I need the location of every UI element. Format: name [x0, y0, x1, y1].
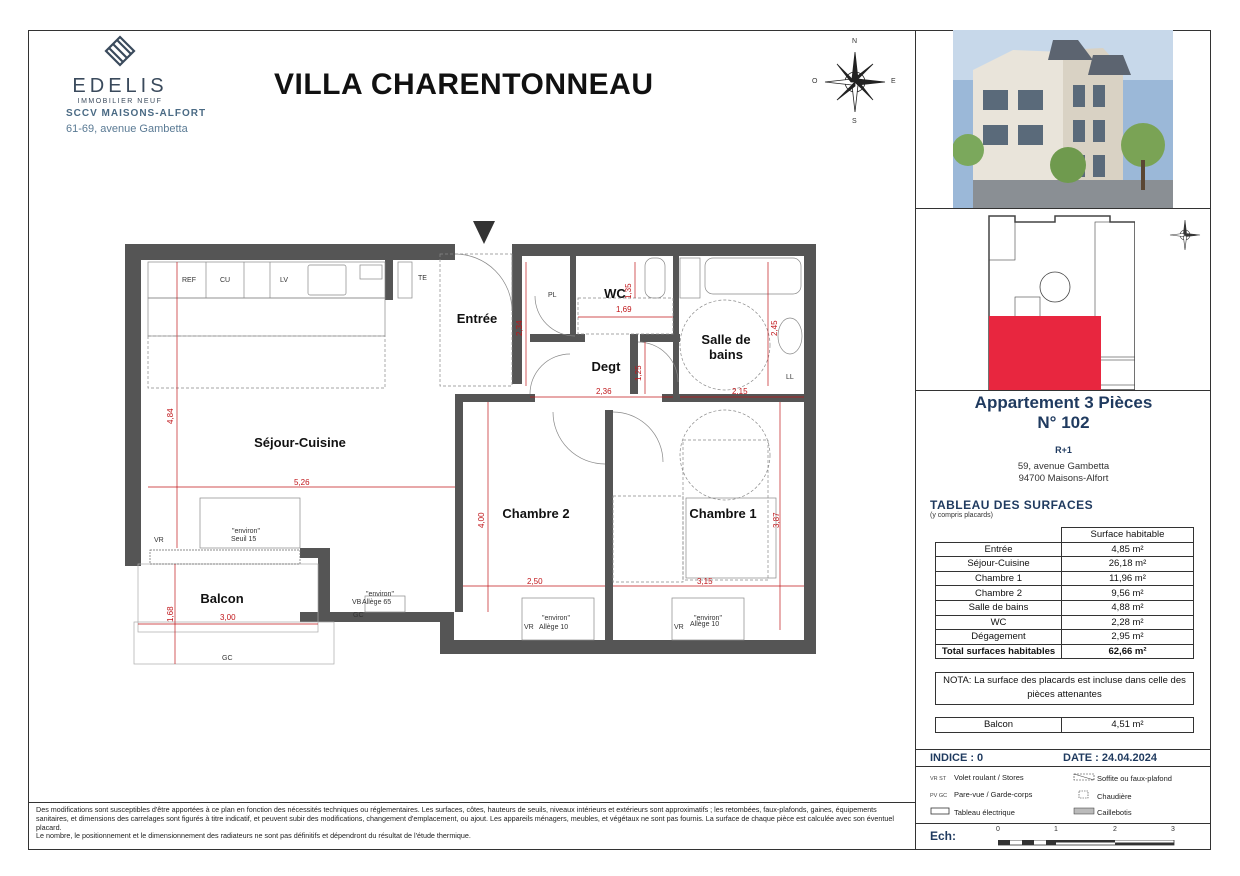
wall-degt-east [630, 334, 638, 394]
legend-abbr: PV GC [930, 793, 948, 799]
wall-sdb-south [640, 334, 680, 342]
wc-basin [680, 258, 700, 298]
chaudiere-icon [1073, 790, 1097, 801]
dim-chambre2-depth: 4,00 [477, 512, 486, 528]
hob [360, 265, 382, 279]
dim-sejour-depth: 4,84 [166, 408, 175, 424]
tableau-electrique-icon [930, 807, 950, 815]
surfaces-table [935, 527, 1194, 659]
dim-chambre1-width: 3,15 [697, 577, 713, 586]
key-plan [985, 212, 1135, 390]
fixture-vb: VB [352, 599, 362, 606]
room-label-wc: WC [604, 286, 626, 301]
row-label: Chambre 1 [936, 571, 1062, 586]
room-label-chambre1: Chambre 1 [689, 506, 757, 521]
legend-item-volet [930, 773, 1024, 782]
table-row [936, 571, 1194, 586]
degt-door-swing [530, 354, 570, 394]
row-label: Chambre 2 [936, 586, 1062, 601]
balcon-label: Balcon [936, 718, 1062, 732]
balcon-surface-row [935, 717, 1194, 733]
table-row [936, 600, 1194, 615]
page-title: VILLA CHARENTONNEAU [274, 68, 654, 101]
fridge-box [398, 262, 412, 298]
row-value: 11,96 m² [1062, 571, 1194, 586]
room-label-salle-de-bains: Salle de bains [701, 332, 751, 362]
company-name: SCCV MAISONS-ALFORT [66, 108, 207, 119]
wc-soffit [578, 298, 673, 334]
caillebotis-icon [1073, 807, 1097, 817]
scale-graphic [998, 840, 1176, 846]
panel-separator-4 [916, 766, 1211, 767]
panel-separator-2 [916, 390, 1211, 391]
table-header-row [936, 528, 1194, 543]
disclaimer-text-2: Le nombre, le positionnement et le dimensionnement des radiateurs ne sont pas définitifs et dépendront du résultat de l'étude thermique. [36, 831, 471, 841]
apartment-type: Appartement 3 Pièces [974, 393, 1153, 412]
row-label: Salle de bains [936, 600, 1062, 615]
entry-door-swing [455, 254, 512, 311]
table-row [936, 615, 1194, 630]
row-value: 2,95 m² [1062, 630, 1194, 645]
soffit [148, 336, 385, 388]
compass-south: S [852, 118, 857, 125]
apartment-number: N° 102 [1037, 413, 1090, 433]
table-row [936, 557, 1194, 572]
note-allege10-chambre2: Allège 10 [539, 624, 569, 631]
room-label-chambre2: Chambre 2 [502, 506, 570, 521]
dim-entree-depth: 2,34 [515, 320, 524, 336]
apartment-title [916, 393, 1211, 434]
table-row [936, 586, 1194, 601]
keyplan-compass-icon [1168, 218, 1202, 252]
legend-label: Soffite ou faux-plafond [1097, 774, 1172, 783]
wall-entree-east [512, 244, 522, 384]
legend-item-chaudiere [1073, 790, 1132, 801]
fixture-lv: LV [280, 277, 289, 284]
fixture-gc-2: GC [222, 655, 233, 662]
apartment-address [916, 461, 1211, 485]
dim-wc-depth: 1,35 [624, 283, 633, 299]
scale-tick-0: 0 [996, 826, 1000, 833]
chambre1-door-swing [613, 412, 663, 462]
note-allege10-chambre1: Allège 10 [690, 621, 720, 628]
total-value: 62,66 m² [1062, 644, 1194, 659]
soffite-icon [1073, 773, 1097, 783]
dim-wc-width: 1,69 [616, 305, 632, 314]
apartment-address-line2: 94700 Maisons-Alfort [1018, 472, 1109, 484]
sink [308, 265, 346, 295]
panel-divider [915, 30, 916, 850]
balcony-edge [134, 622, 334, 664]
fixture-cu: CU [220, 277, 231, 284]
row-label: Séjour-Cuisine [936, 557, 1062, 572]
scale-label: Ech: [930, 829, 957, 843]
fixture-vr-sejour: VR [154, 537, 164, 544]
legend-item-parevue [930, 790, 1032, 799]
dim-degt-width: 2,36 [596, 387, 612, 396]
disclaimer [36, 806, 906, 841]
fixture-ref: REF [182, 277, 196, 284]
kitchen-island [148, 298, 385, 336]
wall-balcony-west [125, 548, 141, 558]
note-environ-balcon: "environ" [366, 591, 394, 598]
compass-west: O [812, 78, 818, 85]
row-value: 9,56 m² [1062, 586, 1194, 601]
fixture-te: TE [418, 275, 427, 282]
wall-degt-north [530, 334, 585, 342]
fixture-vr-chambre1: VR [674, 624, 684, 631]
legend-item-caillebotis [1073, 807, 1132, 817]
apartment-highlight [989, 316, 1101, 390]
room-label-entree: Entrée [456, 311, 498, 326]
wall-pl-wc [570, 256, 576, 336]
company-address: 61-69, avenue Gambetta [66, 123, 188, 135]
panel-separator-1 [916, 208, 1211, 209]
dim-sejour-width: 5,26 [294, 478, 310, 487]
washbasin [778, 318, 802, 354]
wall-north-right [512, 244, 816, 256]
wall-east [804, 244, 816, 654]
wall-south [440, 640, 816, 654]
apartment-level: R+1 [1055, 445, 1072, 455]
room-label-balcon: Balcon [200, 591, 244, 606]
building-render-image [953, 30, 1173, 208]
note-environ-chambre1: "environ" [694, 615, 722, 622]
surfaces-subtitle: (y compris placards) [930, 512, 994, 519]
table-total-row [936, 644, 1194, 659]
wall-chambres-separation [605, 410, 613, 642]
panel-separator-3 [916, 749, 1211, 750]
legend-label: Chaudière [1097, 792, 1132, 801]
legend-abbr: VR ST [930, 776, 947, 782]
note-seuil: Seuil 15 [231, 536, 257, 543]
sdb-door-swing [638, 342, 678, 382]
scale-tick-1: 1 [1054, 826, 1058, 833]
wall-balcony-side [318, 548, 330, 622]
legend-item-tableau [930, 807, 1015, 817]
compass-east: E [891, 78, 896, 85]
compass-north: N [852, 38, 858, 45]
total-label: Total surfaces habitables [936, 644, 1062, 659]
surfaces-title: TABLEAU DES SURFACES [930, 498, 1094, 512]
row-value: 4,88 m² [1062, 600, 1194, 615]
scale-bar [996, 826, 1178, 848]
row-label: WC [936, 615, 1062, 630]
date-label: DATE : 24.04.2024 [1063, 752, 1157, 764]
row-value: 4,85 m² [1062, 542, 1194, 557]
fixture-gc-1: GC [353, 612, 364, 619]
panel-separator-5 [916, 823, 1211, 824]
bathtub [705, 258, 801, 294]
note-environ-sejour: "environ" [232, 528, 260, 535]
balcony-railing [150, 550, 300, 564]
wall-west [125, 244, 141, 566]
indice-label: INDICE : 0 [930, 752, 984, 764]
fixture-ll: LL [786, 374, 794, 381]
pl-door-swing [535, 296, 575, 336]
legend-item-soffite [1073, 773, 1172, 783]
dim-chambre1-depth: 3,87 [772, 512, 781, 528]
disclaimer-separator [28, 802, 915, 803]
brand-subtitle: IMMOBILIER NEUF [77, 98, 163, 105]
dim-sdb-depth: 2,45 [770, 320, 779, 336]
dim-sdb-width: 2,15 [732, 387, 748, 396]
row-value: 26,18 m² [1062, 557, 1194, 572]
legend-label: Volet roulant / Stores [954, 773, 1024, 782]
wall-sdb-west [673, 256, 679, 396]
building-photo [953, 30, 1173, 208]
scale-tick-3: 3 [1171, 826, 1175, 833]
dim-degt-depth: 1,25 [634, 365, 643, 381]
balcon-value: 4,51 m² [1111, 719, 1144, 730]
chambre1-soffit [613, 496, 683, 582]
wall-north-left [125, 244, 455, 260]
note-allege65: Allège 65 [362, 599, 392, 606]
note-environ-chambre2: "environ" [542, 615, 570, 622]
dim-balcon-depth: 1,68 [166, 606, 175, 622]
table-row [936, 630, 1194, 645]
chambre1-turning-circle [680, 410, 770, 500]
legend-abbr-te-icon [930, 807, 954, 817]
table-row [936, 542, 1194, 557]
disclaimer-text-1: Des modifications sont susceptibles d'être apportées à ce plan en fonction des nécessités techniques ou réglementaires. Les surfaces, côtes, hauteurs de seuils, niveaux intérieurs et extérieurs sont approximatifs ; les retombées, faux-plafonds, gaines, équipements sanitaires, et dimensions des carrelages sont figurés à titre indicatif, et peuvent subir des modifications, changement d'emplacement, ou ajout. Les appareils ménagers, meubles, et végétaux ne sont pas fournis. La surface de chaque pièce est calculée avec son éventuel placard. [36, 805, 894, 832]
row-label: Entrée [936, 542, 1062, 557]
legend-label: Caillebotis [1097, 808, 1132, 817]
legend-label: Pare-vue / Garde-corps [954, 790, 1033, 799]
row-value: 2,28 m² [1062, 615, 1194, 630]
wall-corner [440, 612, 454, 654]
room-label-sejour-cuisine: Séjour-Cuisine [254, 435, 346, 450]
wall-kitchen-te [385, 258, 393, 300]
wall-chambre2-west [455, 394, 463, 612]
row-label: Dégagement [936, 630, 1062, 645]
room-label-degt: Degt [591, 359, 621, 374]
legend-label: Tableau électrique [954, 808, 1015, 817]
brand-name: EDELIS [72, 75, 168, 97]
wall-chambre2-north [455, 394, 535, 402]
scale-tick-2: 2 [1113, 826, 1117, 833]
dim-balcon-width: 3,00 [220, 613, 236, 622]
table-header-empty [936, 528, 1062, 543]
table-header-surface: Surface habitable [1062, 528, 1194, 543]
nota-box: NOTA: La surface des placards est incluse dans celle des pièces attenantes [935, 672, 1194, 705]
apartment-address-line1: 59, avenue Gambetta [1017, 461, 1110, 472]
chambre2-door-swing [553, 412, 605, 464]
fixture-pl: PL [548, 292, 557, 299]
dim-chambre2-width: 2,50 [527, 577, 543, 586]
fixture-vr-chambre2: VR [524, 624, 534, 631]
toilet [645, 258, 665, 298]
